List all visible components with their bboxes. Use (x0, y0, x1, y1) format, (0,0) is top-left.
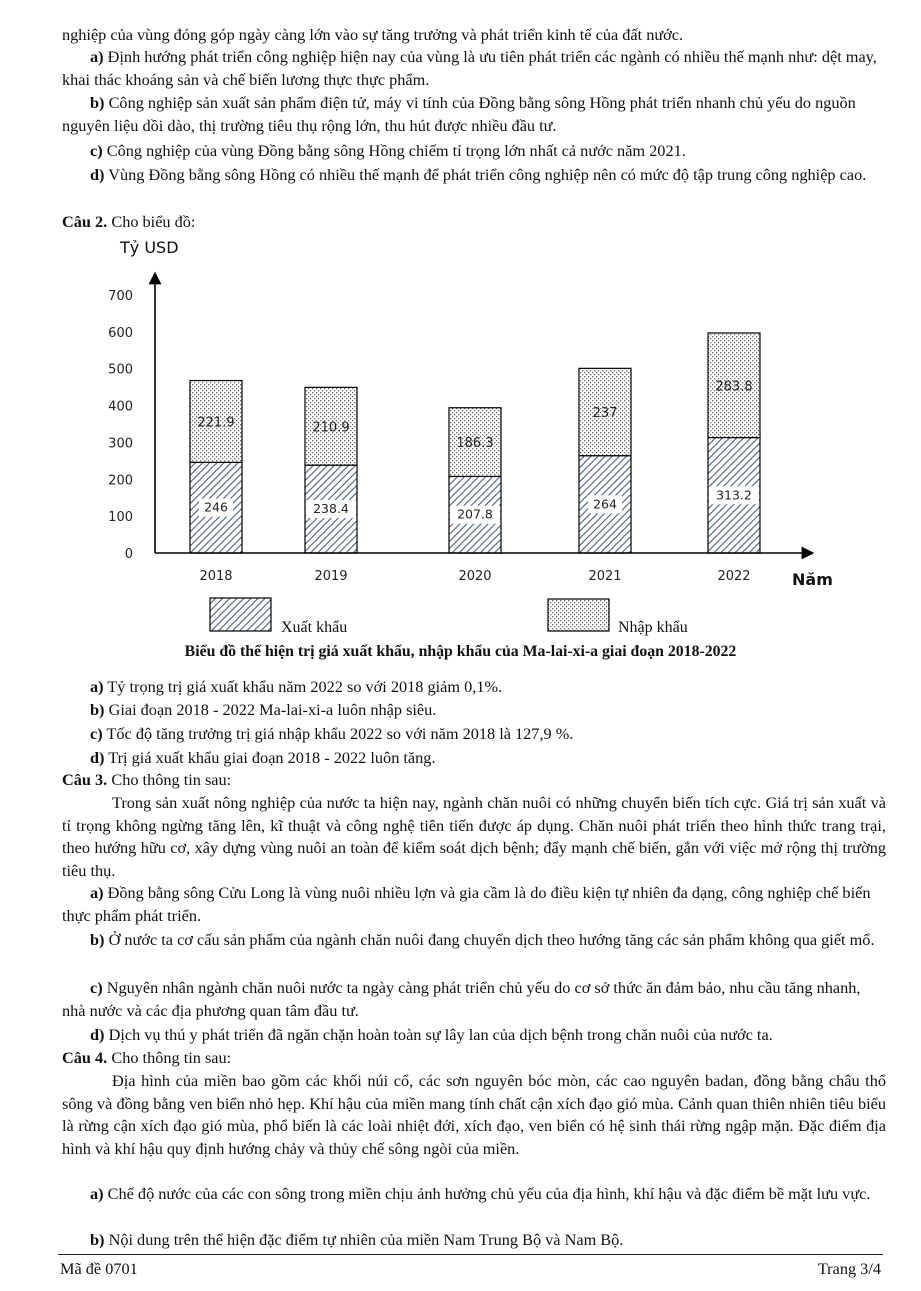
statement-text: Công nghiệp của vùng Đồng bằng sông Hồng chiếm tỉ trọng lớn nhất cả nước năm 2021. (106, 141, 686, 160)
statement-text: Dịch vụ thú y phát triển đã ngăn chặn hoàn toàn sự lây lan của dịch bệnh trong chăn nuôi của nước ta. (108, 1025, 773, 1044)
y-tick-label: 0 (124, 547, 133, 562)
x-axis-label: Năm (792, 570, 833, 589)
statement-label: a) (90, 677, 104, 696)
legend-label-export: Xuất khẩu (281, 619, 348, 636)
statement-text: Vùng Đồng bằng sông Hồng có nhiều thế mạnh để phát triển công nghiệp nên có mức độ tập trung công nghiệp cao. (108, 165, 867, 184)
data-label-import-2022: 283.8 (715, 379, 753, 395)
data-label-export-2021: 264 (593, 496, 617, 512)
statement-label: c) (90, 141, 103, 160)
statement-text: Đồng bằng sông Cửu Long là vùng nuôi nhiều lợn và gia cầm là do điều kiện tự nhiên đa dạng, công nghiệp chế biến thực phẩm phát triển. (62, 883, 871, 925)
statement-label: b) (90, 700, 105, 719)
x-tick-label: 2021 (588, 569, 622, 584)
statement-text: Trị giá xuất khẩu giai đoạn 2018 - 2022 luôn tăng. (108, 748, 436, 767)
stacked-bar-chart (0, 0, 921, 640)
legend-swatch-export (210, 598, 271, 631)
x-tick-label: 2019 (314, 569, 348, 584)
statement-label: a) (90, 47, 104, 66)
y-axis-label: Tỷ USD (120, 238, 179, 257)
page-footer (58, 1254, 883, 1285)
question-3-heading (62, 769, 886, 792)
question-label: Câu 2. (62, 212, 108, 231)
continuation-line: nghiệp của vùng đóng góp ngày càng lớn vào sự tăng trưởng và phát triển kinh tế của đất nước. (62, 25, 684, 44)
statement-text: Định hướng phát triển công nghiệp hiện nay của vùng là ưu tiên phát triển các ngành có nhiều thế mạnh như: dệt may, khai thác khoáng sản và chế biến lương thực thực phẩm. (62, 47, 877, 89)
data-label-export-2018: 246 (204, 499, 228, 515)
statement-text: Chế độ nước của các con sông trong miền chịu ảnh hưởng chủ yếu của địa hình, khí hậu và đặc điểm bề mặt lưu vực. (107, 1184, 871, 1203)
statement-label: b) (90, 930, 105, 949)
data-label-export-2020: 207.8 (457, 506, 493, 522)
y-tick-label: 500 (108, 362, 133, 378)
q2-statement-d (62, 747, 886, 770)
q2-statement-a (62, 676, 886, 699)
statement-label: c) (90, 978, 103, 997)
page-number: Trang 3/4 (817, 1259, 881, 1278)
statement-label: d) (90, 1025, 105, 1044)
statement-text: Nguyên nhân ngành chăn nuôi nước ta ngày càng phát triển chủ yếu do cơ sở thức ăn đảm bảo, nhu cầu tăng nhanh, nhà nước và các địa phương quan tâm đầu tư. (62, 978, 861, 1020)
question-4-heading (62, 1047, 886, 1070)
chart-caption: Biểu đồ thể hiện trị giá xuất khẩu, nhập khẩu của Ma-lai-xi-a giai đoạn 2018-2022 (184, 643, 737, 660)
question-intro: Cho thông tin sau: (111, 1048, 232, 1067)
q3-statement-d (62, 1024, 886, 1047)
data-label-import-2019: 210.9 (312, 420, 350, 436)
q4-passage: Địa hình của miền bao gồm các khối núi cổ, các sơn nguyên bóc mòn, các cao nguyên badan, đồng bằng châu thổ sông và đồng bằng ven biển nhỏ hẹp. Khí hậu của miền mang tính chất cận xích đạo gió mùa. Cảnh quan thiên nhiên tiêu biểu là rừng cận xích đạo gió mùa, phổ biến là các loài nhiệt đới, xích đạo, ven biển có hệ sinh thái rừng ngập mặn. Đặc điểm địa hình và khí hậu quy định hướng chảy và thủy chế sông ngòi của miền. (62, 1071, 886, 1158)
statement-text: Ở nước ta cơ cấu sản phẩm của ngành chăn nuôi đang chuyển dịch theo hướng tăng các sản phẩm không qua giết mổ. (108, 930, 875, 949)
y-tick-label: 200 (108, 473, 133, 489)
statement-label: c) (90, 724, 103, 743)
y-tick-label: 300 (108, 436, 133, 452)
data-label-import-2018: 221.9 (197, 415, 235, 431)
x-tick-label: 2022 (717, 569, 751, 584)
q3-statement-b (62, 929, 886, 952)
legend-label-import: Nhập khẩu (618, 619, 688, 636)
statement-label: d) (90, 165, 105, 184)
exam-code: Mã đề 0701 (60, 1259, 138, 1278)
statement-text: Tốc độ tăng trưởng trị giá nhập khẩu 2022 so với năm 2018 là 127,9 %. (106, 724, 574, 743)
data-label-export-2019: 238.4 (313, 501, 349, 517)
y-tick-label: 100 (108, 510, 133, 526)
q3-statement-a (62, 882, 886, 927)
data-label-import-2020: 186.3 (456, 436, 494, 452)
statement-label: a) (90, 883, 104, 902)
q3-statement-c (62, 977, 886, 1022)
q2-statement-c (62, 723, 886, 746)
question-label: Câu 3. (62, 770, 108, 789)
y-tick-label: 600 (108, 325, 133, 341)
statement-text: Công nghiệp sản xuất sản phẩm điện tử, máy vi tính của Đồng bằng sông Hồng phát triển nhanh chủ yếu do nguồn nguyên liệu dồi dào, thị trường tiêu thụ rộng lớn, thu hút được nhiều đầu tư. (62, 93, 856, 135)
question-label: Câu 4. (62, 1048, 108, 1067)
question-intro: Cho thông tin sau: (111, 770, 232, 789)
statement-text: Nội dung trên thể hiện đặc điểm tự nhiên của miền Nam Trung Bộ và Nam Bộ. (108, 1230, 624, 1249)
statement-label: b) (90, 93, 105, 112)
q4-statement-b (62, 1229, 886, 1252)
statement-label: b) (90, 1230, 105, 1249)
q2-statement-b (62, 699, 886, 722)
y-tick-label: 400 (108, 399, 133, 415)
q4-statement-a (62, 1183, 886, 1206)
legend-swatch-import (548, 599, 609, 631)
question-intro: Cho biểu đồ: (111, 212, 196, 231)
data-label-export-2022: 313.2 (716, 487, 752, 503)
statement-label: a) (90, 1184, 104, 1203)
statement-text: Tỷ trọng trị giá xuất khẩu năm 2022 so với 2018 giảm 0,1%. (107, 677, 503, 696)
q3-passage: Trong sản xuất nông nghiệp của nước ta hiện nay, ngành chăn nuôi có những chuyển biến tích cực. Giá trị sản xuất và tỉ trọng không ngừng tăng lên, kĩ thuật và công nghệ tiên tiến được áp dụng. Chăn nuôi phát triển theo hình thức trang trại, theo hướng hữu cơ, xây dựng vùng nuôi an toàn để kiểm soát dịch bệnh; đẩy mạnh chế biến, gắn với việc mở rộng thị trường tiêu thụ. (62, 793, 886, 880)
statement-text: Giai đoạn 2018 - 2022 Ma-lai-xi-a luôn nhập siêu. (108, 700, 437, 719)
x-tick-label: 2018 (199, 569, 233, 584)
x-tick-label: 2020 (458, 569, 492, 584)
data-label-import-2021: 237 (592, 406, 618, 422)
y-tick-label: 700 (108, 289, 133, 304)
statement-label: d) (90, 748, 105, 767)
